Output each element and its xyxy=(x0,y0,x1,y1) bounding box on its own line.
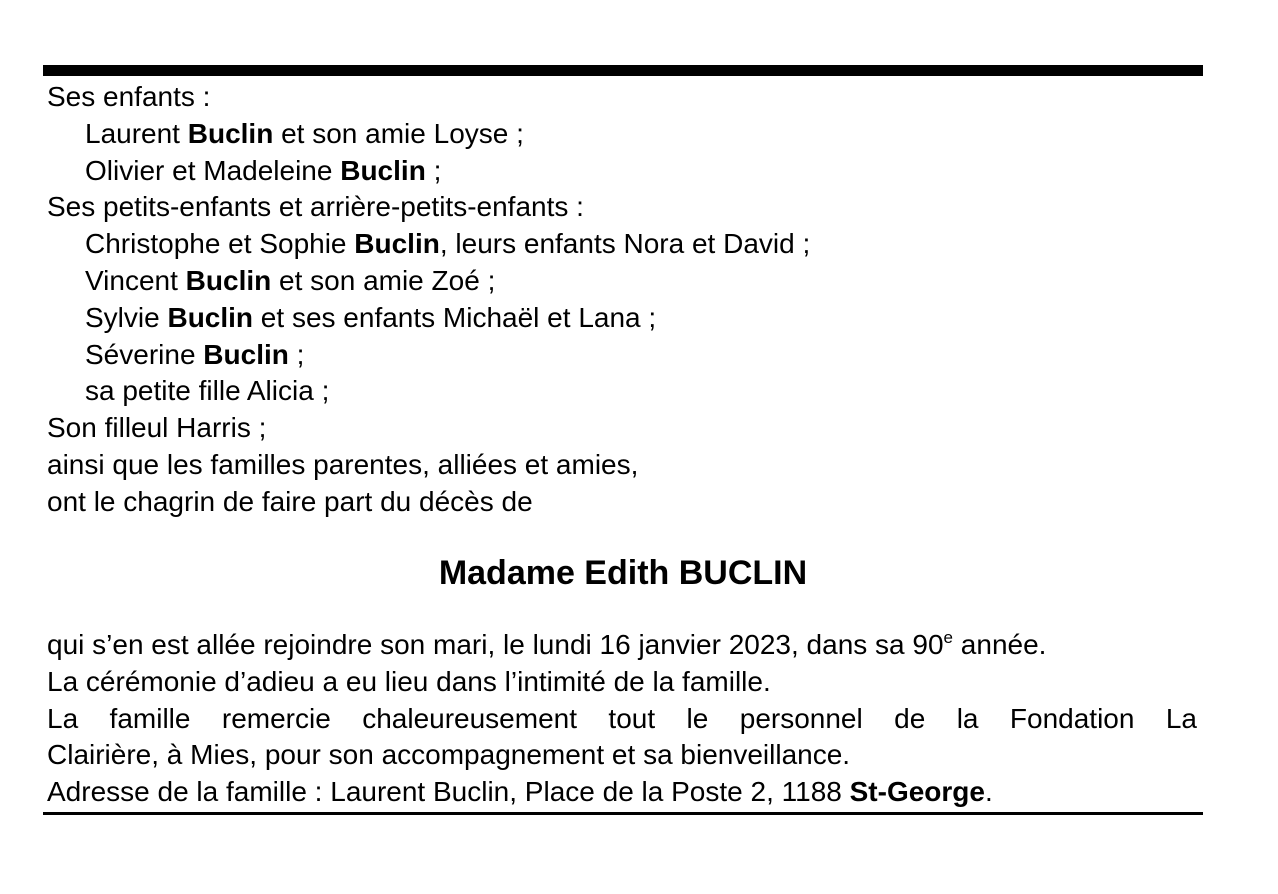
grandchild-surname: Buclin xyxy=(203,338,289,370)
grandchild-entry: sa petite fille Alicia ; xyxy=(85,375,330,407)
address-text: Adresse de la famille : Laurent Buclin, Place de la Poste 2, 1188 xyxy=(47,776,850,808)
grandchild-entry xyxy=(47,226,1197,263)
address-town: St-George xyxy=(849,776,985,808)
child-rest: ; xyxy=(425,154,442,186)
grandchild-first-names: Christophe et Sophie xyxy=(85,228,355,260)
grandchild-entry xyxy=(47,337,1197,374)
death-notice-text: qui s’en est allée rejoindre son mari, le lundi 16 janvier 2023, dans sa 90 xyxy=(47,629,944,660)
child-first-names: Laurent xyxy=(85,117,188,149)
bottom-rule xyxy=(43,812,1203,815)
child-surname: Buclin xyxy=(340,154,426,186)
godson-line: Son filleul Harris ; xyxy=(47,412,267,444)
grandchild-first-names: Sylvie xyxy=(85,301,168,333)
grandchild-rest: et ses enfants Michaël et Lana ; xyxy=(253,301,657,333)
child-surname: Buclin xyxy=(187,117,274,149)
death-notice-line xyxy=(47,627,1197,664)
child-first-names: Olivier et Madeleine xyxy=(85,154,341,186)
family-list xyxy=(47,79,1197,521)
grandchild-entry xyxy=(47,263,1197,300)
child-rest: et son amie Loyse ; xyxy=(273,117,524,149)
grandchild-surname: Buclin xyxy=(167,301,254,333)
extended-family-line: ainsi que les familles parentes, alliées et amies, xyxy=(47,448,639,480)
grandchild-entry xyxy=(47,300,1197,337)
death-notice-end: année. xyxy=(953,629,1047,660)
thanks-line-continued: Clairière, à Mies, pour son accompagnement et sa bienveillance. xyxy=(47,739,851,771)
child-entry xyxy=(47,153,1197,190)
top-rule xyxy=(43,65,1203,76)
closing-text xyxy=(47,627,1197,811)
grandchild-rest: et son amie Zoé ; xyxy=(271,264,496,296)
grandchild-surname: Buclin xyxy=(354,228,440,260)
address-end: . xyxy=(984,776,993,808)
family-address-line xyxy=(47,774,1197,811)
grandchildren-label: Ses petits-enfants et arrière-petits-enfants : xyxy=(47,191,584,223)
grandchild-first-names: Vincent xyxy=(85,264,186,296)
ordinal-suffix: e xyxy=(943,628,954,647)
grandchild-surname: Buclin xyxy=(185,264,272,296)
deceased-name-heading: Madame Edith BUCLIN xyxy=(438,554,808,592)
grandchild-rest: , leurs enfants Nora et David ; xyxy=(439,228,811,260)
grandchild-rest: ; xyxy=(288,338,305,370)
ceremony-line: La cérémonie d’adieu a eu lieu dans l’intimité de la famille. xyxy=(47,665,771,697)
grandchild-first-names: Séverine xyxy=(85,338,204,370)
announcement-line: ont le chagrin de faire part du décès de xyxy=(47,485,533,517)
child-entry xyxy=(47,116,1197,153)
thanks-line: La famille remercie chaleureusement tout le personnel de la Fondation La xyxy=(47,702,1197,734)
children-label: Ses enfants : xyxy=(47,81,211,112)
